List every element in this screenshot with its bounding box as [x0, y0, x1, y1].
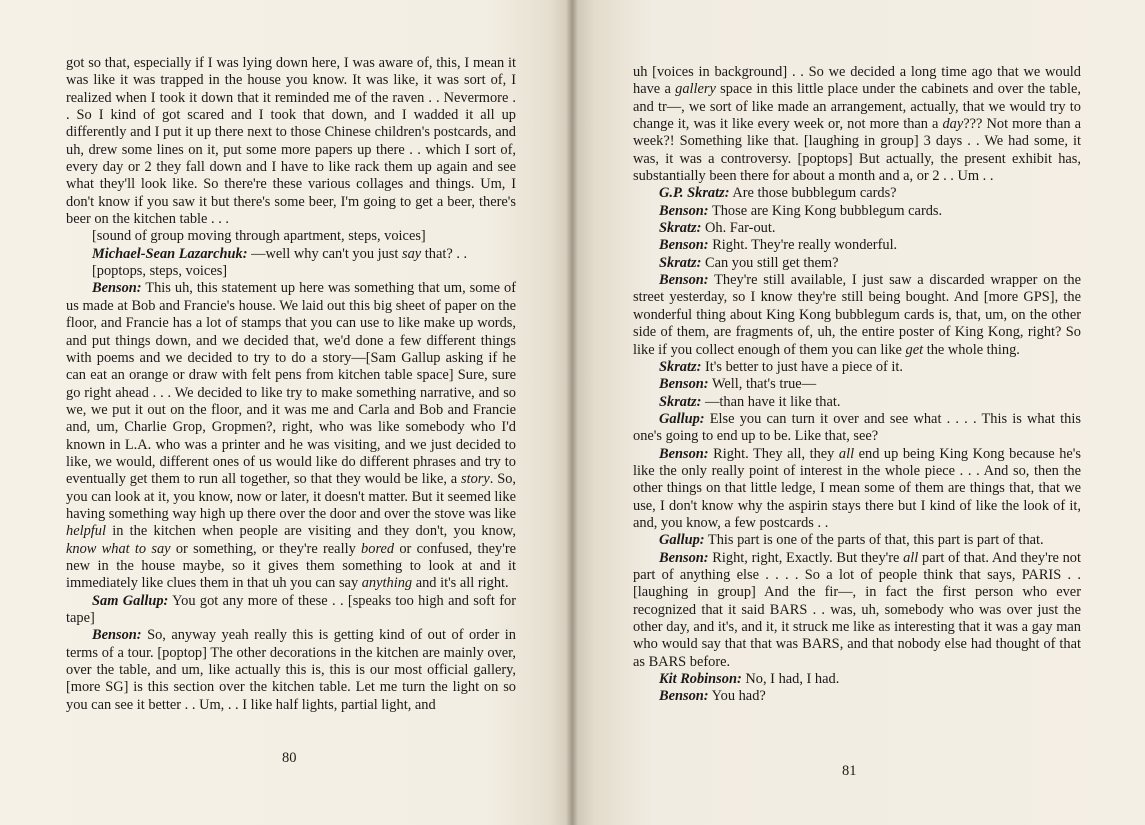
- text-run: . So, you can look at it, you know, now or later, it doesn't matter. But it seemed like having something way high up there over the door and over the stove was like: [66, 471, 516, 522]
- text-run: that? . .: [421, 245, 468, 262]
- speaker-name: G.P. Skratz:: [659, 185, 730, 202]
- paragraph: [66, 627, 516, 714]
- text-run: end up being King Kong because he's like the only really point of interest in the whole piece . . . And so, then the other things on that little ledge, I mean some of them are things that, that we use, I don't know why the aspirin stays there but I kind of like the look of it, and, you know, a few postcards . .: [633, 445, 1081, 531]
- text-run: This part is one of the parts of that, this part is part of that.: [707, 532, 1044, 549]
- speaker-name: Benson:: [659, 202, 709, 219]
- text-run: So, anyway yeah really this is getting kind of out of order in terms of a tour. [poptop] The other decorations in the kitchen are mainly over, over the table, and um, like actually this is, this is our most official gallery, [more SG] is this section over the kitchen table. Let me turn the light on so you can see it better . . Um, . . I like half lights, partial light, and: [66, 627, 516, 713]
- text-run: in the kitchen when people are visiting and they don't, you know,: [105, 523, 516, 540]
- paragraph: [633, 532, 1081, 549]
- text-run: Right. They're really wonderful.: [712, 237, 898, 254]
- paragraph: [633, 376, 1081, 393]
- text-run: and it's all right.: [412, 575, 509, 592]
- text-run: You had?: [711, 688, 766, 705]
- speaker-name: Gallup:: [659, 532, 705, 549]
- emphasis: all: [838, 445, 855, 462]
- text-run: [poptops, steps, voices]: [92, 263, 228, 280]
- text-run: the whole thing.: [923, 341, 1020, 358]
- emphasis: know what to say: [66, 540, 171, 557]
- text-run: or confused, they're new in the house maybe, so it gives them something to look at and it immediately like clues them in that uh you can say: [66, 540, 516, 592]
- paragraph: [633, 272, 1081, 359]
- page-number: 81: [842, 763, 857, 779]
- text-run: Can you still get them?: [705, 254, 839, 271]
- paragraph: [633, 255, 1081, 272]
- paragraph: [633, 64, 1081, 185]
- emphasis: say: [402, 245, 422, 262]
- text-run: This uh, this statement up here was something that um, some of us made at Bob and Francie's house. We laid out this big sheet of paper on the floor, and Francie has a lot of stamps that you can use to like make up words, and put things down, and we decided that, we'd done a few different things with poems and we decided to try to do a story—[Sam Gallup asking if he can eat an orange or draw with felt pens from kitchen table space] Sure, sure go right ahead . . . We decided to like try to make something narrative, and so we, we put it out on the floor, and it was me and Carla and Bob and Francie and, um, Charlie Grop, Gropmen?, right, who was like somebody who I'd known in L.A. who was a printer and he was visiting, and we just decided to like, we would, different ones of us would like do different phrases and try to eventually get them to run all together, so that they would be like, a: [66, 280, 516, 488]
- paragraph: [633, 394, 1081, 411]
- paragraph: [633, 237, 1081, 254]
- paragraph: [66, 55, 516, 228]
- speaker-name: Benson:: [659, 272, 709, 289]
- emphasis: anything: [361, 575, 413, 592]
- right-page-text: [633, 64, 1081, 706]
- text-run: got so that, especially if I was lying down here, I was aware of, this, I mean it was like it was trapped in the house you know. It was like, it was sort of, I realized when I took it down that it reminded me of the raven . . Nevermore . . So I kind of got scared and I took that down, and I wadded it all up differently and I put it up there next to those Chinese children's postcards, and uh, drew some lines on it, put some more papers up there . . which I sort of, every day or 2 they fall down and I have to like rack them up again and see what they'll look like. So there're these various collages and things. Um, I don't know if you saw it but there's some beer, I'm going to get a beer, there's beer on the kitchen table . . .: [66, 55, 516, 228]
- stage-direction: [66, 228, 516, 245]
- speaker-name: Benson:: [659, 549, 709, 566]
- stage-direction: [66, 263, 516, 280]
- emphasis: gallery: [675, 81, 716, 98]
- speaker-name: Benson:: [92, 280, 142, 297]
- speaker-name: Benson:: [659, 237, 709, 254]
- speaker-name: Skratz:: [659, 358, 702, 375]
- emphasis: helpful: [66, 523, 106, 540]
- emphasis: story: [460, 471, 490, 488]
- paragraph: [633, 688, 1081, 705]
- paragraph: [66, 246, 516, 263]
- text-run: space in this little place under the cabinets and over the table, and tr—, we sort of like made an arrangement, actually, that we would try to change it, was it like every week or, not more than a: [633, 81, 1081, 133]
- emphasis: get: [905, 341, 924, 358]
- paragraph: [633, 671, 1081, 688]
- text-run: Those are King Kong bubblegum cards.: [711, 202, 943, 219]
- speaker-name: Sam Gallup:: [92, 592, 169, 609]
- text-run: Else you can turn it over and see what . . . . This is what this one's going to end up to be. Like that, see?: [633, 410, 1081, 445]
- paragraph: [66, 593, 516, 628]
- text-run: You got any more of these . . [speaks too high and soft for tape]: [66, 592, 516, 626]
- text-run: No, I had, I had.: [745, 671, 840, 688]
- paragraph: [633, 359, 1081, 376]
- text-run: part of that. And they're not part of anything else . . . . So a lot of people think that says, PARIS . . [laughing in group] And the fir—, in fact the first person who ever recognized that it said BARS . . was, uh, somebody who was over just the other day, and it's, and it, it struck me like as interesting that it was a gay man who would say that that was BARS, and that nobody else had thought of that as BARS before.: [633, 549, 1081, 670]
- paragraph: [633, 446, 1081, 533]
- left-page: [0, 0, 572, 825]
- text-run: Well, that's true—: [711, 376, 817, 393]
- book-gutter: [566, 0, 578, 825]
- text-run: Oh. Far-out.: [705, 220, 776, 237]
- speaker-name: Benson:: [659, 445, 709, 462]
- paragraph: [633, 220, 1081, 237]
- speaker-name: Benson:: [659, 688, 709, 705]
- emphasis: bored: [361, 540, 395, 557]
- speaker-name: Kit Robinson:: [659, 671, 742, 688]
- text-run: They're still available, I just saw a discarded wrapper on the street yesterday, so I know they're still being bought. And [more GPS], the wonderful thing about King Kong bubblegum cards is, that, um, on the other side of them, are fragments of, uh, the entire poster of King Kong, right? So like if you collect enough of them you can like: [633, 272, 1082, 358]
- text-run: —than have it like that.: [705, 393, 841, 410]
- page-number: 80: [282, 750, 297, 766]
- paragraph: [633, 550, 1081, 671]
- emphasis: day: [942, 116, 964, 133]
- speaker-name: Skratz:: [659, 254, 702, 271]
- right-page: [572, 0, 1145, 825]
- speaker-name: Michael-Sean Lazarchuk:: [92, 245, 248, 262]
- text-run: It's better to just have a piece of it.: [705, 358, 903, 375]
- emphasis: all: [903, 549, 919, 566]
- text-run: uh [voices in background] . . So we decided a long time ago that we would have a: [633, 64, 1081, 98]
- speaker-name: Skratz:: [659, 220, 702, 237]
- text-run: ??? Not more than a week?! Something like that. [laughing in group] 3 days . . We had some, it was, it was a controversy. [poptops] But actually, the present exhibit has, substantially been there for about a month and a, or 2 . . Um . .: [633, 116, 1081, 185]
- text-run: Right, right, Exactly. But they're: [712, 549, 904, 566]
- speaker-name: Benson:: [92, 627, 142, 644]
- paragraph: [66, 280, 516, 592]
- paragraph: [633, 411, 1081, 446]
- text-run: or something, or they're really: [170, 540, 362, 557]
- speaker-name: Skratz:: [659, 393, 702, 410]
- text-run: [sound of group moving through apartment, steps, voices]: [92, 228, 426, 245]
- text-run: Right. They all, they: [713, 445, 839, 462]
- paragraph: [633, 203, 1081, 220]
- text-run: —well why can't you just: [251, 245, 403, 262]
- left-page-text: [66, 55, 516, 714]
- speaker-name: Benson:: [659, 376, 709, 393]
- paragraph: [633, 185, 1081, 202]
- speaker-name: Gallup:: [659, 410, 705, 427]
- text-run: Are those bubblegum cards?: [732, 185, 897, 202]
